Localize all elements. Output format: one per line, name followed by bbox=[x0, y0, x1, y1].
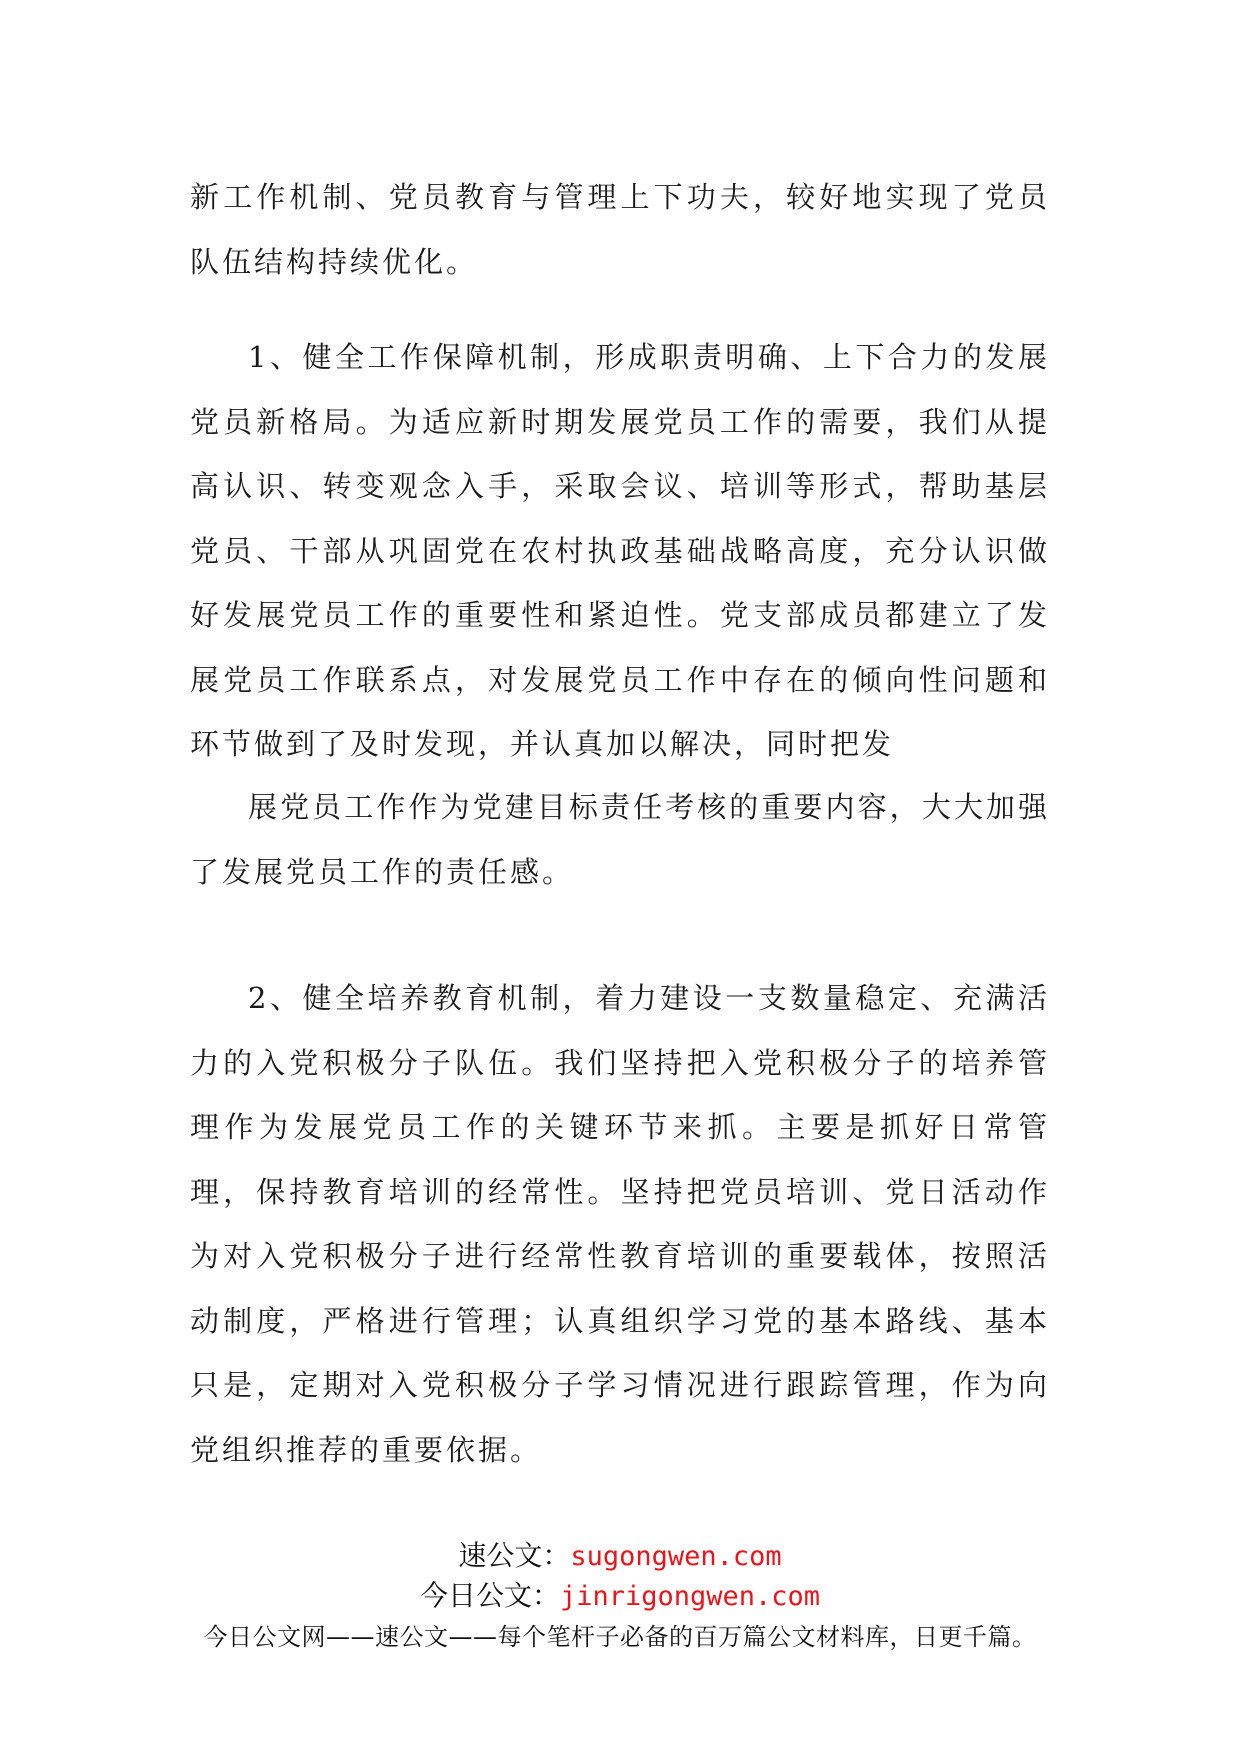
paragraph-section-1: 1、健全工作保障机制，形成职责明确、上下合力的发展党员新格局。为适应新时期发展党员工作的需要，我们从提高认识、转变观念入手，采取会议、培训等形式，帮助基层党员、干部从巩固党在农村执政基础战略高度，充分认识做好发展党员工作的重要性和紧迫性。党支部成员都建立了发展党员工作联系点，对发展党员工作中存在的倾向性问题和环节做到了及时发现，并认真加以解决，同时把发 bbox=[190, 340, 1050, 761]
footer-site-jinrigongwen bbox=[0, 1578, 1240, 1615]
footer-label-jinrigongwen: 今日公文： bbox=[419, 1579, 560, 1612]
footer-site-sugongwen bbox=[0, 1538, 1240, 1575]
footer-label-sugongwen: 速公文： bbox=[458, 1539, 571, 1572]
paragraph-section-1-continued: 展党员工作作为党建目标责任考核的重要内容，大大加强了发展党员工作的责任感。 bbox=[190, 790, 1050, 889]
paragraph-section-2: 2、健全培养教育机制，着力建设一支数量稳定、充满活力的入党积极分子队伍。我们坚持把入党积极分子的培养管理作为发展党员工作的关键环节来抓。主要是抓好日常管理，保持教育培训的经常性。坚持把党员培训、党日活动作为对入党积极分子进行经常性教育培训的重要载体，按照活动制度，严格进行管理；认真组织学习党的基本路线、基本只是，定期对入党积极分子学习情况进行跟踪管理，作为向党组织推荐的重要依据。 bbox=[190, 981, 1050, 1467]
paragraph-continuation: 新工作机制、党员教育与管理上下功夫，较好地实现了党员队伍结构持续优化。 bbox=[190, 180, 1050, 279]
footer-link-sugongwen[interactable]: sugongwen.com bbox=[570, 1541, 782, 1572]
footer-link-jinrigongwen[interactable]: jinrigongwen.com bbox=[559, 1581, 821, 1612]
footer-tagline: 今日公文网——速公文——每个笔杆子必备的百万篇公文材料库，日更千篇。 bbox=[203, 1623, 1037, 1651]
